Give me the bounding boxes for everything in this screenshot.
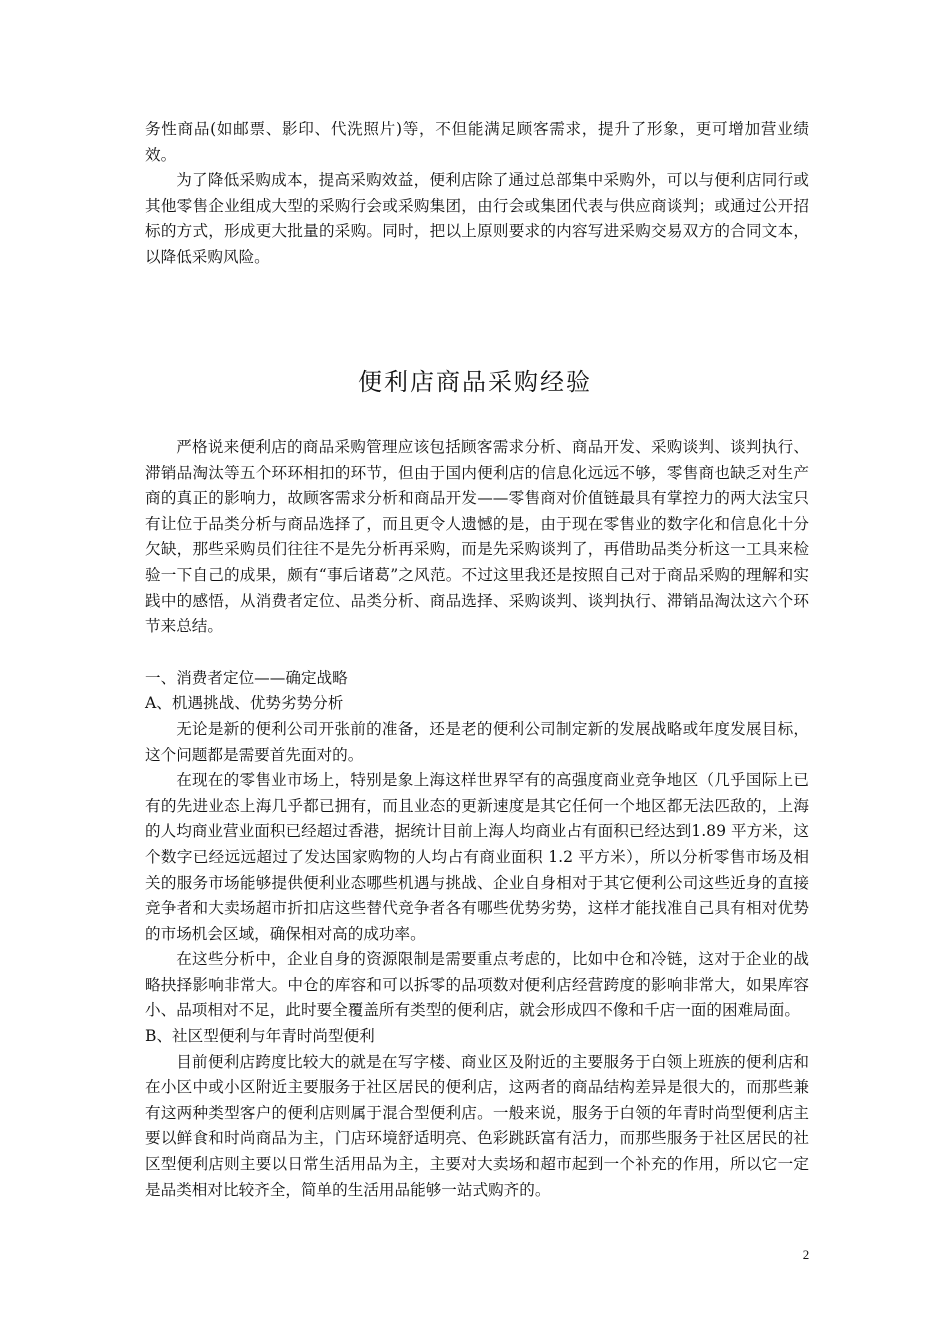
article-title: 便利店商品采购经验 — [358, 368, 592, 396]
subsection-heading-b: B、社区型便利与年青时尚型便利 — [145, 1027, 375, 1046]
intro-paragraph-procurement-cost: 为了降低采购成本，提高采购效益，便利店除了通过总部集中采购外，可以与便利店同行或其他零售企业组成大型的采购行会或采购集团，由行会或集团代表与供应商谈判；或通过公开招标的方式，形成更大批量的采购。同时，把以上原则要求的内容写进采购交易双方的合同文本，以降低采购风险。 — [145, 171, 809, 266]
page-number: 2 — [802, 1247, 810, 1262]
section-heading-consumer-positioning: 一、消费者定位——确定战略 — [145, 668, 348, 687]
intro-section — [145, 117, 809, 271]
subsection-a-paragraph-1: 无论是新的便利公司开张前的准备，还是老的便利公司制定新的发展战略或年度发展目标，这个问题都是需要首先面对的。 — [145, 719, 809, 764]
subsection-a-paragraph-2: 在现在的零售业市场上，特别是象上海这样世界罕有的高强度商业竞争地区（几乎国际上已有的先进业态上海几乎都已拥有，而且业态的更新速度是其它任何一个地区都无法匹敌的，上海的人均商业营业面积已经超过香港，据统计目前上海人均商业占有面积已经达到1.89 平方米，这个数字已经远远超过了发达国家购物的人均占有商业面积 1.2 平方米），所以分析零售市场及相关的服务市场能够提供便利业态哪些机遇与挑战、企业自身相对于其它便利公司这些近身的直接竞争者和大卖场超市折扣店这些替代竞争者各有哪些优势劣势，这样才能找准自己具有相对优势的市场机会区域，确保相对高的成功率。 — [145, 771, 809, 943]
paragraph-gap — [145, 640, 809, 666]
article-lead-paragraph: 严格说来便利店的商品采购管理应该包括顾客需求分析、商品开发、采购谈判、谈判执行、滞销品淘汰等五个环环相扣的环节，但由于国内便利店的信息化远远不够，零售商也缺乏对生产商的真正的影响力，故顾客需求分析和商品开发——零售商对价值链最具有掌控力的两大法宝只有让位于品类分析与商品选择了，而且更令人遗憾的是，由于现在零售业的数字化和信息化十分欠缺，那些采购员们往往不是先分析再采购，而是先采购谈判了，再借助品类分析这一工具来检验一下自己的成果，颇有“事后诸葛”之风范。不过这里我还是按照自己对于商品采购的理解和实践中的感悟，从消费者定位、品类分析、商品选择、采购谈判、谈判执行、滞销品淘汰这六个环节来总结。 — [145, 438, 809, 636]
subsection-heading-a: A、机遇挑战、优势劣势分析 — [145, 694, 344, 713]
intro-paragraph-continued: 务性商品(如邮票、影印、代洗照片)等，不但能满足顾客需求，提升了形象，更可增加营业绩效。 — [145, 120, 809, 164]
article-body — [145, 435, 809, 1203]
subsection-b-paragraph-1: 目前便利店跨度比较大的就是在写字楼、商业区及附近的主要服务于白领上班族的便利店和在小区中或小区附近主要服务于社区居民的便利店，这两者的商品结构差异是很大的，而那些兼有这两种类型客户的便利店则属于混合型便利店。一般来说，服务于白领的年青时尚型便利店主要以鲜食和时尚商品为主，门店环境舒适明亮、色彩跳跃富有活力，而那些服务于社区居民的社区型便利店则主要以日常生活用品为主，主要对大卖场和超市起到一个补充的作用，所以它一定是品类相对比较齐全，简单的生活用品能够一站式购齐的。 — [145, 1052, 809, 1199]
subsection-a-paragraph-3: 在这些分析中，企业自身的资源限制是需要重点考虑的，比如中仓和冷链，这对于企业的战略抉择影响非常大。中仓的库容和可以拆零的品项数对便利店经营跨度的影响非常大，如果库容小、品项相对不足，此时要全覆盖所有类型的便利店，就会形成四不像和千店一面的困难局面。 — [145, 950, 809, 1020]
